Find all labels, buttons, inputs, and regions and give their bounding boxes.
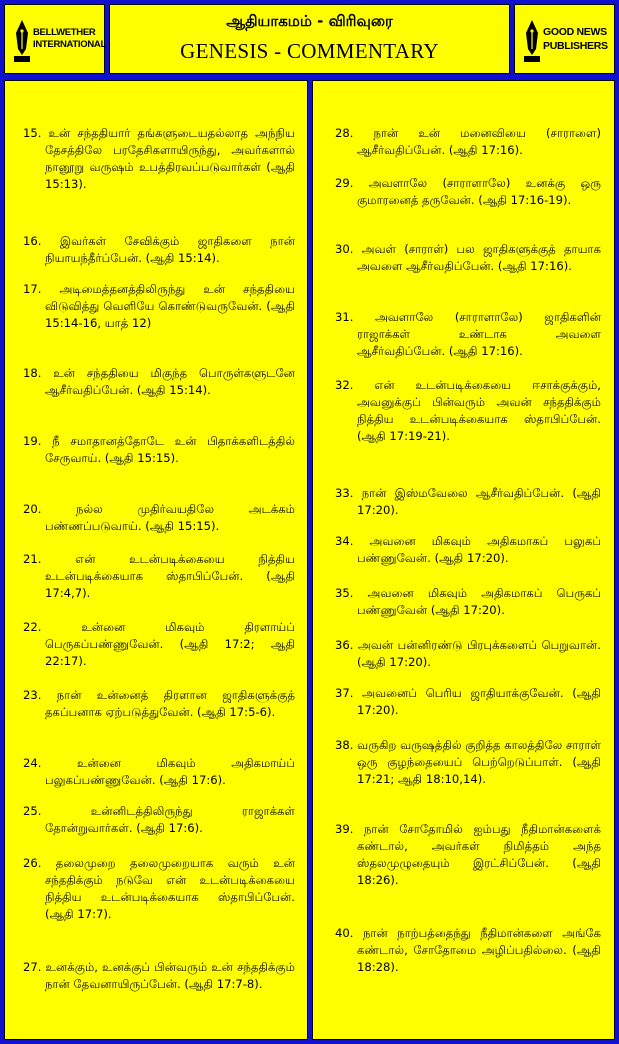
entry-text: 19. நீ சமாதானத்தோடே உன் பிதாக்களிடத்தில் சேருவாய். (ஆதி 15:15). bbox=[23, 434, 295, 465]
entry-text: 18. உன் சந்ததியை மிகுந்த பொருள்களுடனே ஆசீர்வதிப்பேன். (ஆதி 15:14). bbox=[23, 366, 295, 397]
commentary-entry bbox=[335, 685, 601, 719]
entry-text: 28. நான் உன் மனைவியை (சாராளை) ஆசீர்வதிப்பேன். (ஆதி 17:16). bbox=[335, 126, 601, 157]
commentary-entry bbox=[335, 175, 601, 209]
commentary-entry bbox=[23, 619, 295, 670]
entry-text: 26. தலைமுறை தலைமுறையாக வரும் உன் சந்ததிக்கும் நடுவே என் உடன்படிக்கையை நித்திய உடன்படிக்கையாக ஸ்தாபிப்பேன். (ஆதி 17:7). bbox=[23, 856, 295, 921]
entry-text: 38. வருகிற வருஷத்தில் குறித்த காலத்திலே சாராள் ஒரு குழந்தையைப் பெற்றெடுப்பாள். (ஆதி 17:21; ஆதி 18:10,14). bbox=[335, 738, 601, 786]
commentary-entry bbox=[23, 855, 295, 923]
title-english: GENESIS - COMMENTARY bbox=[180, 39, 439, 63]
commentary-entry bbox=[335, 377, 601, 445]
commentary-entry bbox=[23, 959, 295, 993]
commentary-entry bbox=[23, 687, 295, 721]
pen-nib-icon bbox=[13, 19, 31, 63]
commentary-entry bbox=[335, 737, 601, 788]
commentary-entry bbox=[23, 125, 295, 193]
commentary-entry bbox=[23, 281, 295, 332]
pen-nib-icon bbox=[523, 19, 541, 63]
right-column bbox=[312, 80, 615, 1040]
entry-text: 25. உன்னிடத்திலிருந்து ராஜாக்கள் தோன்றுவார்கள். (ஆதி 17:6). bbox=[23, 804, 295, 835]
entry-text: 39. நான் சோதோமில் ஐம்பது நீதிமான்களைக் கண்டால், அவர்கள் நிமித்தம் அந்த ஸ்தலமுழுதையும் இரட்சிப்பேன். (ஆதி 18:26). bbox=[335, 822, 601, 887]
entry-text: 31. அவளாலே (சாராளாலே) ஜாதிகளின் ராஜாக்கள் உண்டாக அவளை ஆசீர்வதிப்பேன். (ஆதி 17:16). bbox=[335, 310, 601, 358]
good-news-logo-text: GOOD NEWS PUBLISHERS bbox=[543, 26, 608, 52]
title-tamil: ஆதியாகமம் - விரிவுரை bbox=[226, 12, 393, 30]
entry-text: 24. உன்னை மிகவும் அதிகமாய்ப் பலுகப்பண்ணுவேன். (ஆதி 17:6). bbox=[23, 756, 295, 787]
commentary-entry bbox=[335, 485, 601, 519]
good-news-logo bbox=[521, 17, 613, 65]
entry-text: 36. அவன் பன்னிரண்டு பிரபுக்களைப் பெறுவான். (ஆதி 17:20). bbox=[335, 638, 601, 669]
commentary-entry bbox=[23, 365, 295, 399]
entry-text: 35. அவனை மிகவும் அதிகமாகப் பெருகப் பண்ணுவேன் (ஆதி 17:20). bbox=[335, 586, 601, 617]
entry-text: 23. நான் உன்னைத் திரளான ஜாதிகளுக்குத் தகப்பனாக ஏற்படுத்துவேன். (ஆதி 17:5-6). bbox=[23, 688, 295, 719]
commentary-entry bbox=[23, 755, 295, 789]
entry-text: 40. நான் நாற்பத்தைந்து நீதிமான்களை அங்கே கண்டால், சோதோமை அழிப்பதில்லை. (ஆதி 18:28). bbox=[335, 926, 601, 974]
entry-text: 30. அவள் (சாராள்) பல ஜாதிகளுக்குத் தாயாக அவளை ஆசீர்வதிப்பேன். (ஆதி 17:16). bbox=[335, 242, 601, 273]
entry-text: 29. அவளாலே (சாராளாலே) உனக்கு ஒரு குமாரனைத் தருவேன். (ஆதி 17:16-19). bbox=[335, 176, 601, 207]
entry-text: 34. அவனை மிகவும் அதிகமாகப் பலுகப் பண்ணுவேன். (ஆதி 17:20). bbox=[335, 534, 601, 565]
entry-text: 27. உனக்கும், உனக்குப் பின்வரும் உன் சந்ததிக்கும் நான் தேவனாயிருப்பேன். (ஆதி 17:7-8). bbox=[23, 960, 295, 991]
commentary-entry bbox=[23, 803, 295, 837]
commentary-entry bbox=[335, 821, 601, 889]
entry-text: 16. இவர்கள் சேவிக்கும் ஜாதிகளை நான் நியாயந்தீர்ப்பேன். (ஆதி 15:14). bbox=[23, 234, 295, 265]
entry-text: 17. அடிமைத்தனத்திலிருந்து உன் சந்ததியை விடுவித்து வெளியே கொண்டுவருவேன். (ஆதி 15:14-16, யாத் 12) bbox=[23, 282, 295, 330]
entry-text: 22. உன்னை மிகவும் திரளாய்ப் பெருகப்பண்ணுவேன். (ஆதி 17:2; ஆதி 22:17). bbox=[23, 620, 295, 668]
entry-text: 37. அவனைப் பெரிய ஜாதியாக்குவேன். (ஆதி 17:20). bbox=[335, 686, 601, 717]
commentary-entry bbox=[335, 125, 601, 159]
commentary-entry bbox=[335, 925, 601, 976]
entry-text: 33. நான் இஸ்மவேலை ஆசீர்வதிப்பேன். (ஆதி 17:20). bbox=[335, 486, 601, 517]
entry-text: 15. உன் சந்ததியார் தங்களுடையதல்லாத அந்நிய தேசத்திலே பரதேசிகளாயிருந்து, அவர்களால் நானூறு வருஷம் உபத்திரவப்படுவார்கள் (ஆதி 15:13). bbox=[23, 126, 295, 191]
commentary-entry bbox=[335, 637, 601, 671]
entry-text: 20. நல்ல முதிர்வயதிலே அடக்கம் பண்ணப்படுவாய். (ஆதி 15:15). bbox=[23, 502, 295, 533]
bellwether-logo bbox=[11, 17, 106, 65]
commentary-entry bbox=[23, 433, 295, 467]
title-box bbox=[109, 4, 510, 74]
commentary-entry bbox=[335, 533, 601, 567]
entry-text: 21. என் உடன்படிக்கையை நித்திய உடன்படிக்கையாக ஸ்தாபிப்பேன். (ஆதி 17:4,7). bbox=[23, 552, 295, 600]
commentary-entry bbox=[335, 585, 601, 619]
left-column bbox=[4, 80, 308, 1040]
entry-text: 32. என் உடன்படிக்கையை ஈசாக்குக்கும், அவனுக்குப் பின்வரும் அவன் சந்ததிக்கும் நித்திய உடன்படிக்கையாக ஸ்தாபிப்பேன். (ஆதி 17:19-21). bbox=[335, 378, 601, 443]
bellwether-logo-box bbox=[4, 4, 105, 74]
commentary-entry bbox=[23, 233, 295, 267]
commentary-entry bbox=[335, 309, 601, 360]
commentary-entry bbox=[23, 551, 295, 602]
commentary-entry bbox=[335, 241, 601, 275]
good-news-logo-box bbox=[514, 4, 615, 74]
commentary-entry bbox=[23, 501, 295, 535]
bellwether-logo-text: BELLWETHER INTERNATIONAL bbox=[33, 27, 106, 50]
